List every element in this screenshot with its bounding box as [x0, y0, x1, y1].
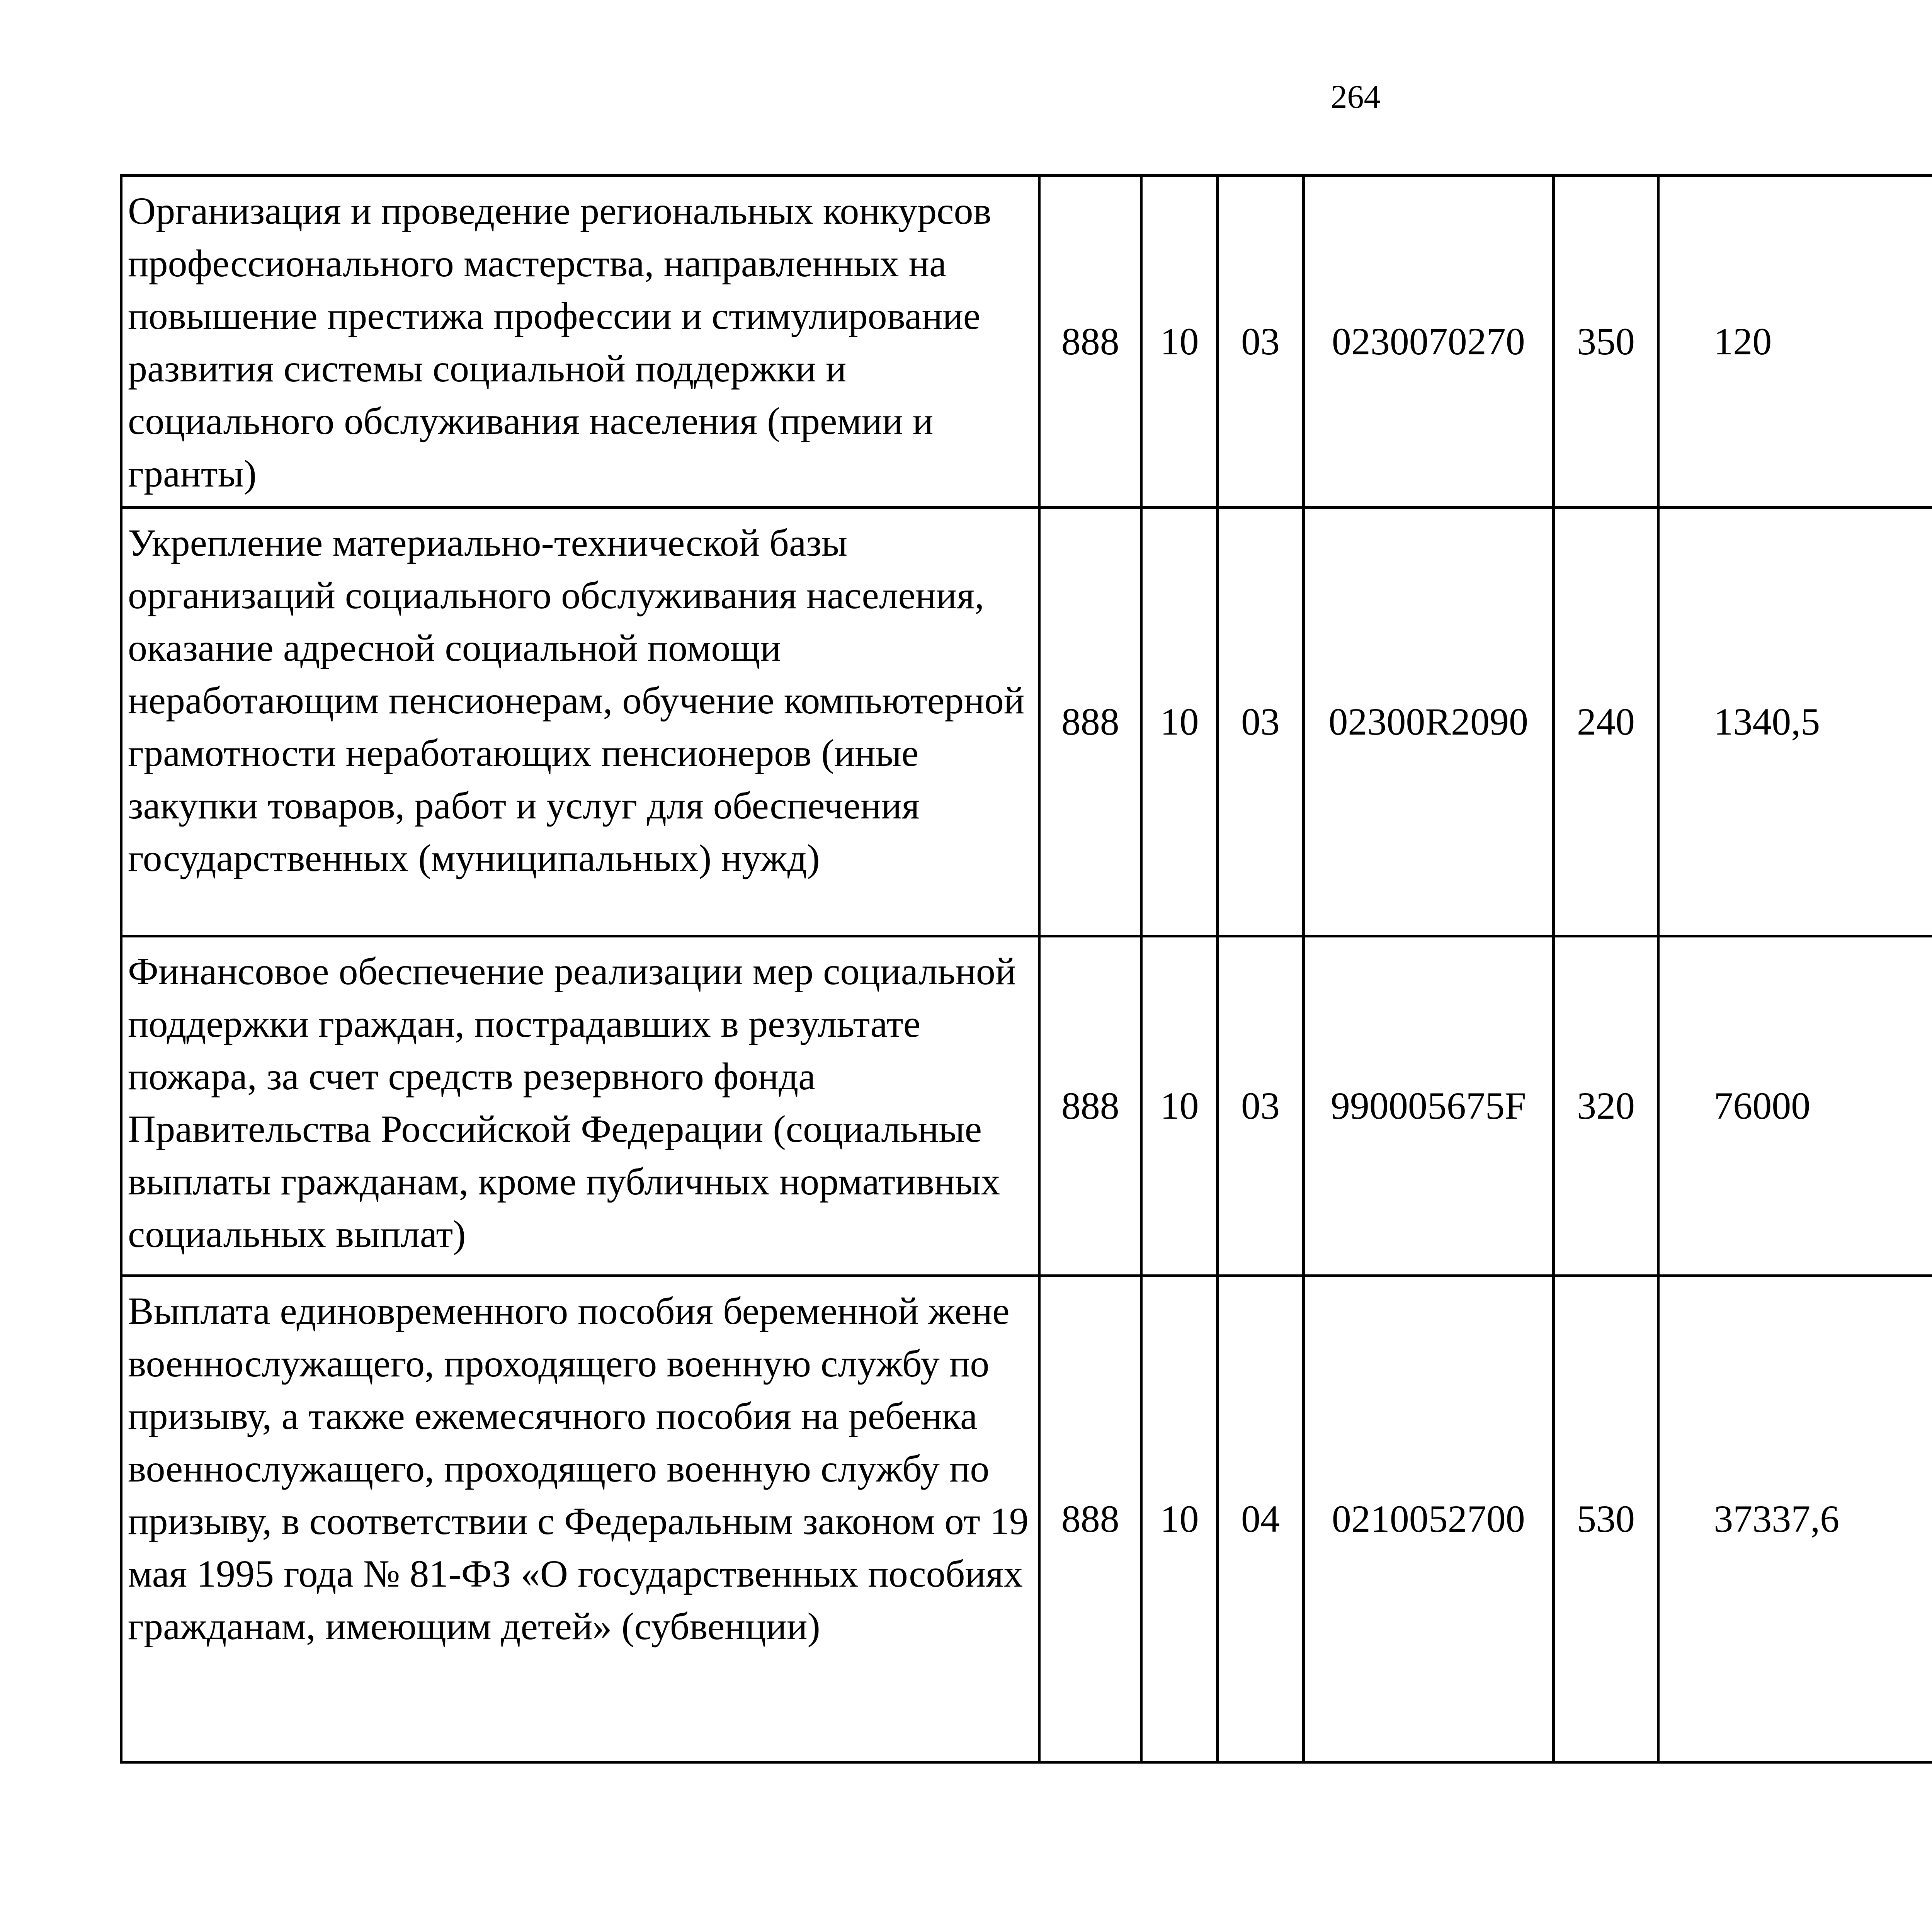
table-row [121, 176, 1932, 508]
section-code-cell: 10 [1141, 1276, 1218, 1762]
amount-1-cell: 120 [1658, 176, 1932, 508]
expense-type-cell: 350 [1553, 176, 1658, 508]
section-code-cell: 10 [1141, 508, 1218, 936]
ministry-code-cell: 888 [1039, 508, 1141, 936]
target-article-cell: 0230070270 [1303, 176, 1553, 508]
expense-type-cell: 320 [1553, 936, 1658, 1276]
description-cell: Выплата единовременного пособия беременной жене военнослужащего, проходящего военную службу по призыву, а также ежемесячного пособия на ребенка военнослужащего, проходящего военную службу по призыву, в соответствии с Федеральным законом от 19 мая 1995 года № 81-ФЗ «О государственных пособиях гражданам, имеющим детей» (субвенции) [121, 1276, 1039, 1762]
budget-table [120, 174, 1932, 1764]
table-row [121, 508, 1932, 936]
expense-type-cell: 530 [1553, 1276, 1658, 1762]
page-number: 264 [1330, 78, 1381, 115]
target-article-cell: 990005675F [1303, 936, 1553, 1276]
table-row [121, 1276, 1932, 1762]
table-row [121, 936, 1932, 1276]
subsection-code-cell: 03 [1218, 508, 1303, 936]
amount-1-cell: 76000 [1658, 936, 1932, 1276]
subsection-code-cell: 03 [1218, 936, 1303, 1276]
target-article-cell: 02300R2090 [1303, 508, 1553, 936]
description-cell: Укрепление материально-технической базы организаций социального обслуживания населения, оказание адресной социальной помощи неработающим пенсионерам, обучение компьютерной грамотности неработающих пенсионеров (иные закупки товаров, работ и услуг для обеспечения государственных (муниципальных) нужд) [121, 508, 1039, 936]
target-article-cell: 0210052700 [1303, 1276, 1553, 1762]
ministry-code-cell: 888 [1039, 176, 1141, 508]
subsection-code-cell: 03 [1218, 176, 1303, 508]
section-code-cell: 10 [1141, 176, 1218, 508]
description-cell: Финансовое обеспечение реализации мер социальной поддержки граждан, пострадавших в результате пожара, за счет средств резервного фонда Правительства Российской Федерации (социальные выплаты гражданам, кроме публичных нормативных социальных выплат) [121, 936, 1039, 1276]
amount-1-cell: 1340,5 [1658, 508, 1932, 936]
ministry-code-cell: 888 [1039, 1276, 1141, 1762]
section-code-cell: 10 [1141, 936, 1218, 1276]
expense-type-cell: 240 [1553, 508, 1658, 936]
ministry-code-cell: 888 [1039, 936, 1141, 1276]
description-cell: Организация и проведение региональных конкурсов профессионального мастерства, направленных на повышение престижа профессии и стимулирование развития системы социальной поддержки и социального обслуживания населения (премии и гранты) [121, 176, 1039, 508]
subsection-code-cell: 04 [1218, 1276, 1303, 1762]
amount-1-cell: 37337,6 [1658, 1276, 1932, 1762]
